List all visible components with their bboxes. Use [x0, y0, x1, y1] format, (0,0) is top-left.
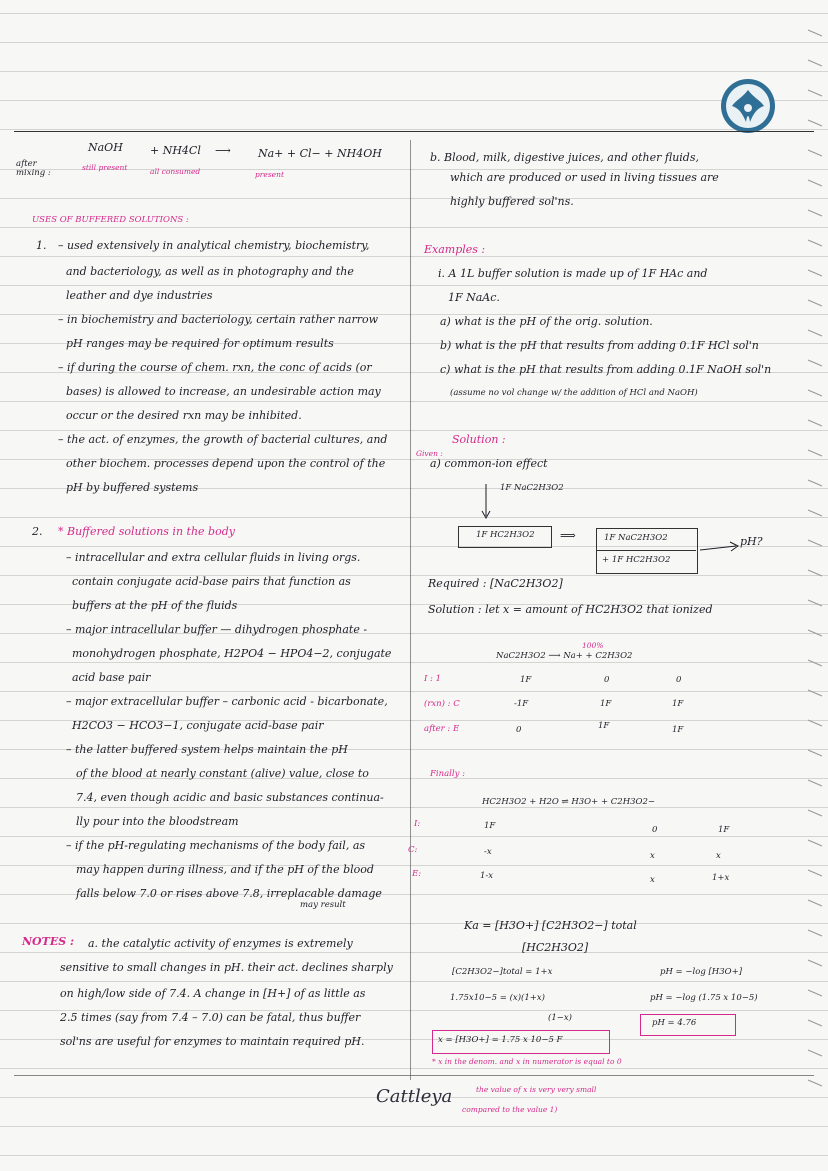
- rxn-nh4cl: + NH4Cl: [150, 144, 201, 157]
- solution-let-x: Solution : let x = amount of HC2H3O2 that ionized: [428, 603, 713, 616]
- item1-line: other biochem. processes depend upon the control of the: [66, 457, 386, 470]
- b-line: which are produced or used in living tissues are: [450, 171, 719, 184]
- b-line: b. Blood, milk, digestive juices, and other fluids,: [430, 151, 699, 164]
- item1-line: bases) is allowed to increase, an undesirable action may: [66, 385, 381, 398]
- example-line: 1F NaAc.: [448, 291, 500, 304]
- notes-line: on high/low side of 7.4. A change in [H+] of as little as: [60, 987, 366, 1000]
- ka-substitution-den: (1−x): [548, 1013, 572, 1023]
- diss-cell: 0: [516, 725, 522, 735]
- ice2-cell: x: [716, 851, 721, 861]
- ph-answer: pH = 4.76: [652, 1018, 697, 1028]
- ph-substitution: pH = −log (1.75 x 10−5): [650, 993, 758, 1003]
- notes-line: sol'ns are useful for enzymes to maintain required pH.: [60, 1035, 365, 1048]
- given-label: Given :: [416, 449, 443, 458]
- item2-line: – intracellular and extra cellular fluids in living orgs.: [66, 551, 361, 564]
- right-arrow-icon: [700, 540, 740, 554]
- ice2-cell: x: [650, 875, 655, 885]
- ice2-cell: x: [650, 851, 655, 861]
- ice-i-label: I : 1: [424, 674, 442, 684]
- item1-line: – in biochemistry and bacteriology, certain rather narrow: [58, 313, 379, 326]
- box-buffer-bottom: + 1F HC2H3O2: [602, 555, 671, 565]
- item2-line: lly pour into the bloodstream: [76, 815, 239, 828]
- item2-line: – the latter buffered system helps maintain the pH: [66, 743, 348, 756]
- item2-line: may happen during illness, and if the pH of the blood: [76, 863, 374, 876]
- example-line: c) what is the pH that results from adding 0.1F NaOH sol'n: [440, 363, 772, 376]
- diss-cell: 1F: [672, 699, 684, 709]
- present-note: present: [255, 170, 284, 179]
- example-line: i. A 1L buffer solution is made up of 1F HAc and: [438, 267, 708, 280]
- notes-label: NOTES :: [22, 935, 75, 948]
- double-arrow-icon: ⟹: [560, 529, 576, 542]
- after-mixing-label: after mixing :: [16, 159, 51, 178]
- example-line: (assume no vol change w/ the addition of HCl and NaOH): [450, 388, 698, 398]
- diss-cell: 1F: [600, 699, 612, 709]
- item1-line: – the act. of enzymes, the growth of bacterial cultures, and: [58, 433, 388, 446]
- equilibrium-eq: HC2H3O2 + H2O ⇌ H3O+ + C2H3O2−: [482, 797, 656, 807]
- ice2-cell: 1F: [718, 825, 730, 835]
- diss-cell: 1F: [520, 675, 532, 685]
- item2-line: may result: [300, 900, 346, 910]
- ice2-cell: 0: [652, 825, 658, 835]
- item1-number: 1.: [36, 239, 47, 252]
- notes-line: 2.5 times (say from 7.4 – 7.0) can be fatal, thus buffer: [60, 1011, 361, 1024]
- item1-line: pH by buffered systems: [66, 481, 199, 494]
- diss-cell: 1F: [672, 725, 684, 735]
- required-line: Required : [NaC2H3O2]: [428, 577, 563, 590]
- signature: Cattleya: [376, 1086, 453, 1107]
- example-line: a) what is the pH of the orig. solution.: [440, 315, 653, 328]
- all-consumed-note: all consumed: [150, 167, 201, 176]
- rxn-products: Na+ + Cl− + NH4OH: [258, 147, 382, 160]
- note-compared: compared to the value 1): [462, 1105, 558, 1114]
- ice2-c: C:: [408, 845, 418, 855]
- item2-line: H2CO3 − HCO3−1, conjugate acid-base pair: [72, 719, 324, 732]
- column-divider: [410, 140, 411, 1080]
- item2-title: * Buffered solutions in the body: [58, 525, 235, 538]
- down-arrow-icon: [480, 484, 492, 520]
- dissociation-eq: NaC2H3O2 ⟶ Na+ + C2H3O2: [496, 651, 633, 661]
- ka-substitution: 1.75x10−5 = (x)(1+x): [450, 993, 545, 1003]
- ice-c-label: (rxn) : C: [424, 699, 460, 709]
- ph-formula: pH = −log [H3O+]: [660, 967, 743, 977]
- ice2-cell: 1+x: [712, 873, 730, 883]
- diss-cell: -1F: [514, 699, 529, 709]
- ice-e-label: after : E: [424, 724, 460, 734]
- ice2-cell: -x: [484, 847, 492, 857]
- item1-line: pH ranges may be required for optimum results: [66, 337, 334, 350]
- item2-number: 2.: [32, 525, 43, 538]
- item2-line: – if the pH-regulating mechanisms of the body fail, as: [66, 839, 366, 852]
- solution-label: Solution :: [452, 433, 506, 446]
- ka-expression: Ka = [H3O+] [C2H3O2−] total: [464, 919, 637, 932]
- uses-title: USES OF BUFFERED SOLUTIONS :: [32, 215, 189, 225]
- notes-line: sensitive to small changes in pH. their act. declines sharply: [60, 961, 393, 974]
- rxn-arrow: ⟶: [215, 144, 231, 157]
- cattleya-orchid-logo: [720, 78, 776, 134]
- item2-line: – major extracellular buffer – carbonic acid - bicarbonate,: [66, 695, 388, 708]
- item2-line: buffers at the pH of the fluids: [72, 599, 238, 612]
- item1-line: occur or the desired rxn may be inhibited.: [66, 409, 302, 422]
- diss-cell: 0: [676, 675, 682, 685]
- item2-line: falls below 7.0 or rises above 7.8, irreplacable damage: [76, 887, 382, 900]
- box-buffer-top: 1F NaC2H3O2: [604, 533, 668, 543]
- item2-line: monohydrogen phosphate, H2PO4 − HPO4−2, conjugate: [72, 647, 392, 660]
- x-answer: x = [H3O+] = 1.75 x 10−5 F: [438, 1035, 563, 1045]
- ice2-e: E:: [412, 869, 422, 879]
- spiral-binding: [806, 20, 828, 1100]
- ice2-i: I:: [414, 819, 421, 829]
- bottom-rule: [14, 1075, 814, 1076]
- ph-question: pH?: [740, 535, 763, 548]
- item1-line: leather and dye industries: [66, 289, 213, 302]
- box-acid-text: 1F HC2H3O2: [476, 530, 535, 540]
- ka-denominator: [HC2H3O2]: [522, 941, 589, 954]
- item2-line: – major intracellular buffer — dihydrogen phosphate -: [66, 623, 368, 636]
- top-rule: [14, 131, 814, 132]
- examples-label: Examples :: [424, 243, 486, 256]
- still-present-note: still present: [82, 163, 128, 172]
- diss-cell: 1F: [598, 721, 610, 731]
- item2-line: of the blood at nearly constant (alive) value, close to: [76, 767, 369, 780]
- total-acetate: [C2H3O2−]total = 1+x: [452, 967, 553, 977]
- notes-line: a. the catalytic activity of enzymes is extremely: [88, 937, 353, 950]
- item1-line: – if during the course of chem. rxn, the conc of acids (or: [58, 361, 372, 374]
- item1-line: and bacteriology, as well as in photography and the: [66, 265, 354, 278]
- item1-line: – used extensively in analytical chemistry, biochemistry,: [58, 239, 370, 252]
- given-salt: 1F NaC2H3O2: [500, 483, 564, 493]
- item2-line: contain conjugate acid-base pairs that function as: [72, 575, 351, 588]
- percent-100: 100%: [582, 641, 604, 650]
- item2-line: acid base pair: [72, 671, 151, 684]
- note-x-equal: * x in the denom. and x in numerator is equal to 0: [432, 1057, 622, 1066]
- note-x-small: the value of x is very very small: [476, 1085, 597, 1094]
- item2-line: 7.4, even though acidic and basic substances continua-: [76, 791, 384, 804]
- ice2-cell: 1F: [484, 821, 496, 831]
- b-line: highly buffered sol'ns.: [450, 195, 574, 208]
- ice2-cell: 1-x: [480, 871, 494, 881]
- example-line: b) what is the pH that results from adding 0.1F HCl sol'n: [440, 339, 759, 352]
- diss-cell: 0: [604, 675, 610, 685]
- finally-label: Finally :: [430, 769, 465, 779]
- box-buffer-divider: [596, 550, 696, 551]
- common-ion-effect: a) common-ion effect: [430, 457, 548, 470]
- rxn-naoh: NaOH: [88, 141, 123, 154]
